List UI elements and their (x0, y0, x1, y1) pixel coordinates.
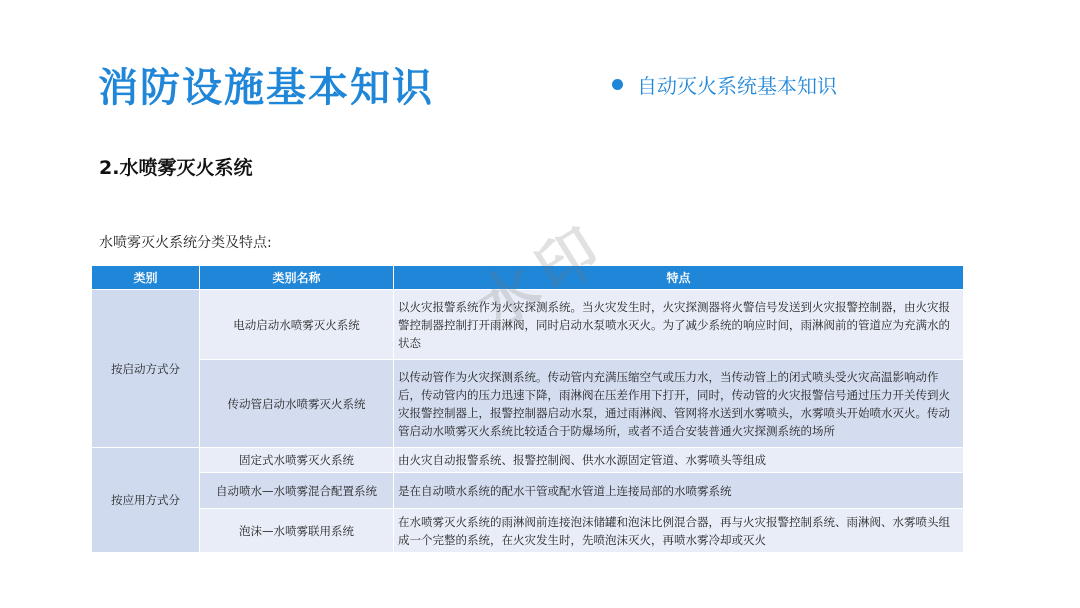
system-name: 电动启动水喷雾灭火系统 (200, 290, 394, 360)
system-feature: 在水喷雾灭火系统的雨淋阀前连接泡沫储罐和泡沫比例混合器，再与火灾报警控制系统、雨淋阀、水雾喷头组成一个完整的系统，在火灾发生时，先喷泡沫灭火，再喷水雾冷却或灭火 (394, 509, 964, 553)
system-name: 自动喷水—水喷雾混合配置系统 (200, 473, 394, 509)
watermark: 水印 (464, 210, 621, 345)
subtopic-label: 自动灭火系统基本知识 (637, 74, 837, 98)
system-feature: 以火灾报警系统作为火灾探测系统。当火灾发生时，火灾探测器将火警信号发送到火灾报警控制器，由火灾报警控制器控制打开雨淋阀，同时启动水泵喷水灭火。为了减少系统的响应时间，雨淋阀前的管道应为充满水的状态 (394, 290, 964, 360)
system-name: 泡沫—水喷雾联用系统 (200, 509, 394, 553)
system-feature: 由火灾自动报警系统、报警控制阀、供水水源固定管道、水雾喷头等组成 (394, 448, 964, 473)
table-header-row (92, 266, 964, 290)
subtopic (612, 70, 837, 99)
system-feature: 是在自动喷水系统的配水干管或配水管道上连接局部的水喷雾系统 (394, 473, 964, 509)
table-row (92, 448, 964, 473)
system-feature: 以传动管作为火灾探测系统。传动管内充满压缩空气或压力水，当传动管上的闭式喷头受火灾高温影响动作后，传动管内的压力迅速下降，雨淋阀在压差作用下打开，同时，传动管的火灾报警信号通过压力开关传到火灾报警控制器上，报警控制器启动水泵，通过雨淋阀、管网将水送到水雾喷头，水雾喷头开始喷水灭火。传动管启动水喷雾灭火系统比较适合于防爆场所，或者不适合安装普通火灾探测系统的场所 (394, 360, 964, 448)
table-row (92, 473, 964, 509)
classification-table (91, 265, 963, 553)
header-category-name: 类别名称 (200, 266, 394, 290)
table (91, 265, 964, 553)
header-category: 类别 (92, 266, 200, 290)
section-heading: 2.水喷雾灭火系统 (99, 157, 253, 179)
group-label: 按应用方式分 (92, 448, 200, 553)
system-name: 固定式水喷雾灭火系统 (200, 448, 394, 473)
page-title: 消防设施基本知识 (98, 65, 434, 111)
header-features: 特点 (394, 266, 964, 290)
table-row (92, 360, 964, 448)
intro-text: 水喷雾灭火系统分类及特点: (99, 235, 272, 251)
table-row (92, 290, 964, 360)
system-name: 传动管启动水喷雾灭火系统 (200, 360, 394, 448)
group-label: 按启动方式分 (92, 290, 200, 448)
table-row (92, 509, 964, 553)
bullet-dot-icon (612, 79, 623, 90)
